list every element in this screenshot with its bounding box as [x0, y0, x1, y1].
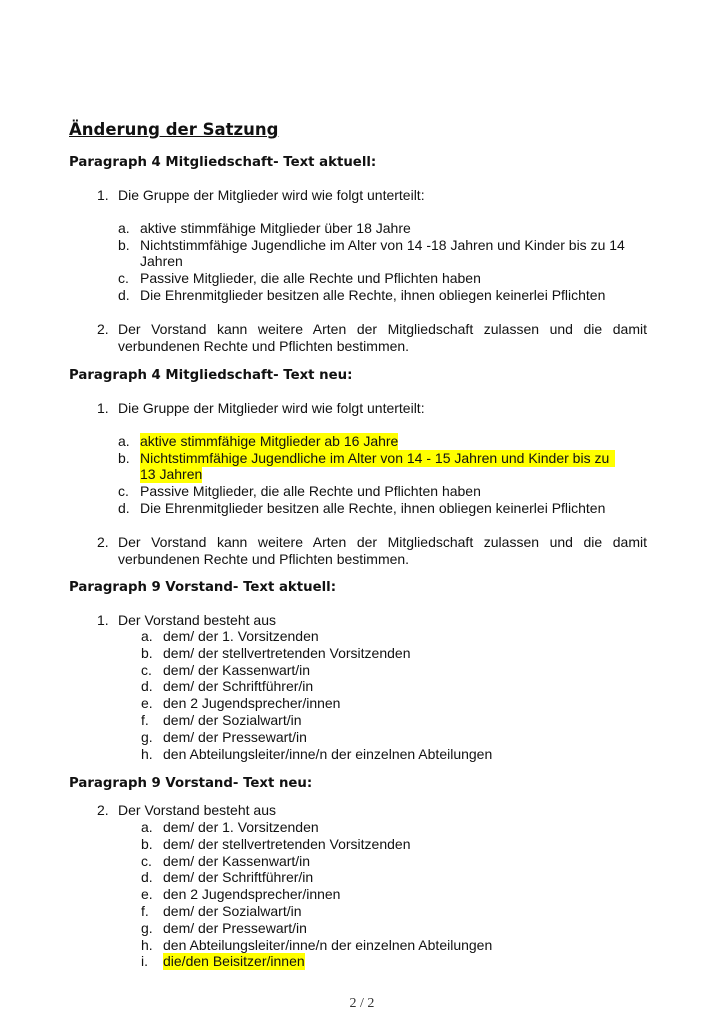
sub-letter: a. [118, 220, 130, 236]
sub-item-text: dem/ der stellvertretenden Vorsitzenden [163, 836, 411, 852]
sub-item-text: dem/ der Schriftführer/in [163, 678, 314, 694]
list-number: 2. [97, 321, 109, 337]
sub-item-text: aktive stimmfähige Mitglieder über 18 Jahre [140, 220, 411, 236]
sub-letter: c. [141, 662, 152, 678]
sub-letter: i. [141, 953, 148, 969]
sub-item-text: dem/ der Pressewart/in [163, 920, 307, 936]
sub-item-text: den 2 Jugendsprecher/innen [163, 886, 341, 902]
sub-letter: e. [141, 695, 153, 711]
document-title: Änderung der Satzung [69, 120, 279, 139]
sub-letter: h. [141, 937, 153, 953]
sub-item-text: dem/ der stellvertretenden Vorsitzenden [163, 645, 411, 661]
sub-letter: d. [141, 678, 153, 694]
sub-item-text: den Abteilungsleiter/inne/n der einzelnen Abteilungen [163, 937, 493, 953]
paragraph-line: Der Vorstand kann weitere Arten der Mitgliedschaft zulassen und die damit [118, 534, 647, 550]
justified-paragraph [118, 321, 647, 355]
paragraph-line: Der Vorstand kann weitere Arten der Mitgliedschaft zulassen und die damit [118, 321, 647, 337]
sub-letter: g. [141, 729, 153, 745]
sub-letter: d. [118, 500, 130, 516]
highlighted-sub-item-text: aktive stimmfähige Mitglieder ab 16 Jahre [140, 433, 399, 449]
sub-letter: b. [141, 645, 153, 661]
section-heading: Paragraph 9 Vorstand- Text neu: [69, 776, 313, 791]
highlighted-sub-item-text-cont: 13 Jahren [140, 466, 203, 482]
sub-letter: g. [141, 920, 153, 936]
sub-item-text: dem/ der 1. Vorsitzenden [163, 628, 319, 644]
sub-item-text: dem/ der Kassenwart/in [163, 853, 311, 869]
sub-item-text: Die Ehrenmitglieder besitzen alle Rechte, ihnen obliegen keinerlei Pflichten [140, 287, 606, 303]
sub-letter: b. [118, 450, 130, 466]
list-number: 1. [97, 612, 109, 628]
sub-letter: b. [118, 237, 130, 253]
sub-item-text-cont: Jahren [140, 253, 183, 269]
section-heading: Paragraph 4 Mitgliedschaft- Text neu: [69, 368, 353, 383]
sub-item-text: dem/ der Pressewart/in [163, 729, 307, 745]
sub-letter: b. [141, 836, 153, 852]
sub-item-text: den 2 Jugendsprecher/innen [163, 695, 341, 711]
sub-item-text: dem/ der Schriftführer/in [163, 869, 314, 885]
list-item-text: Die Gruppe der Mitglieder wird wie folgt unterteilt: [118, 187, 425, 203]
page-number: 2 / 2 [349, 996, 375, 1011]
sub-letter: e. [141, 886, 153, 902]
sub-item-text: dem/ der 1. Vorsitzenden [163, 819, 319, 835]
section-heading: Paragraph 9 Vorstand- Text aktuell: [69, 580, 337, 595]
highlighted-sub-item-text: die/den Beisitzer/innen [163, 953, 305, 969]
sub-letter: d. [141, 869, 153, 885]
sub-item-text: den Abteilungsleiter/inne/n der einzelnen Abteilungen [163, 746, 493, 762]
sub-item-text: Passive Mitglieder, die alle Rechte und Pflichten haben [140, 483, 481, 499]
list-number: 2. [97, 802, 109, 818]
sub-item-text: Passive Mitglieder, die alle Rechte und Pflichten haben [140, 270, 481, 286]
sub-letter: c. [141, 853, 152, 869]
section-heading: Paragraph 4 Mitgliedschaft- Text aktuell: [69, 155, 377, 170]
sub-letter: a. [141, 819, 153, 835]
sub-letter: f. [141, 903, 149, 919]
sub-letter: c. [118, 270, 129, 286]
sub-item-text: Die Ehrenmitglieder besitzen alle Rechte, ihnen obliegen keinerlei Pflichten [140, 500, 606, 516]
list-number: 2. [97, 534, 109, 550]
sub-item-text: dem/ der Sozialwart/in [163, 903, 302, 919]
list-number: 1. [97, 400, 109, 416]
justified-paragraph [118, 534, 647, 568]
list-item-text: Die Gruppe der Mitglieder wird wie folgt unterteilt: [118, 400, 425, 416]
paragraph-line: verbundenen Rechte und Pflichten bestimmen. [118, 551, 410, 567]
sub-item-text: dem/ der Kassenwart/in [163, 662, 311, 678]
sub-letter: d. [118, 287, 130, 303]
sub-item-text: dem/ der Sozialwart/in [163, 712, 302, 728]
list-item-text: Der Vorstand besteht aus [118, 612, 276, 628]
sub-letter: f. [141, 712, 149, 728]
sub-item-text: Nichtstimmfähige Jugendliche im Alter von 14 -18 Jahren und Kinder bis zu 14 [140, 237, 625, 253]
sub-letter: a. [141, 628, 153, 644]
paragraph-line: verbundenen Rechte und Pflichten bestimmen. [118, 338, 410, 354]
list-item-text: Der Vorstand besteht aus [118, 802, 276, 818]
list-number: 1. [97, 187, 109, 203]
sub-letter: h. [141, 746, 153, 762]
sub-letter: a. [118, 433, 130, 449]
highlighted-sub-item-text: Nichtstimmfähige Jugendliche im Alter von 14 - 15 Jahren und Kinder bis zu [140, 450, 615, 467]
sub-letter: c. [118, 483, 129, 499]
